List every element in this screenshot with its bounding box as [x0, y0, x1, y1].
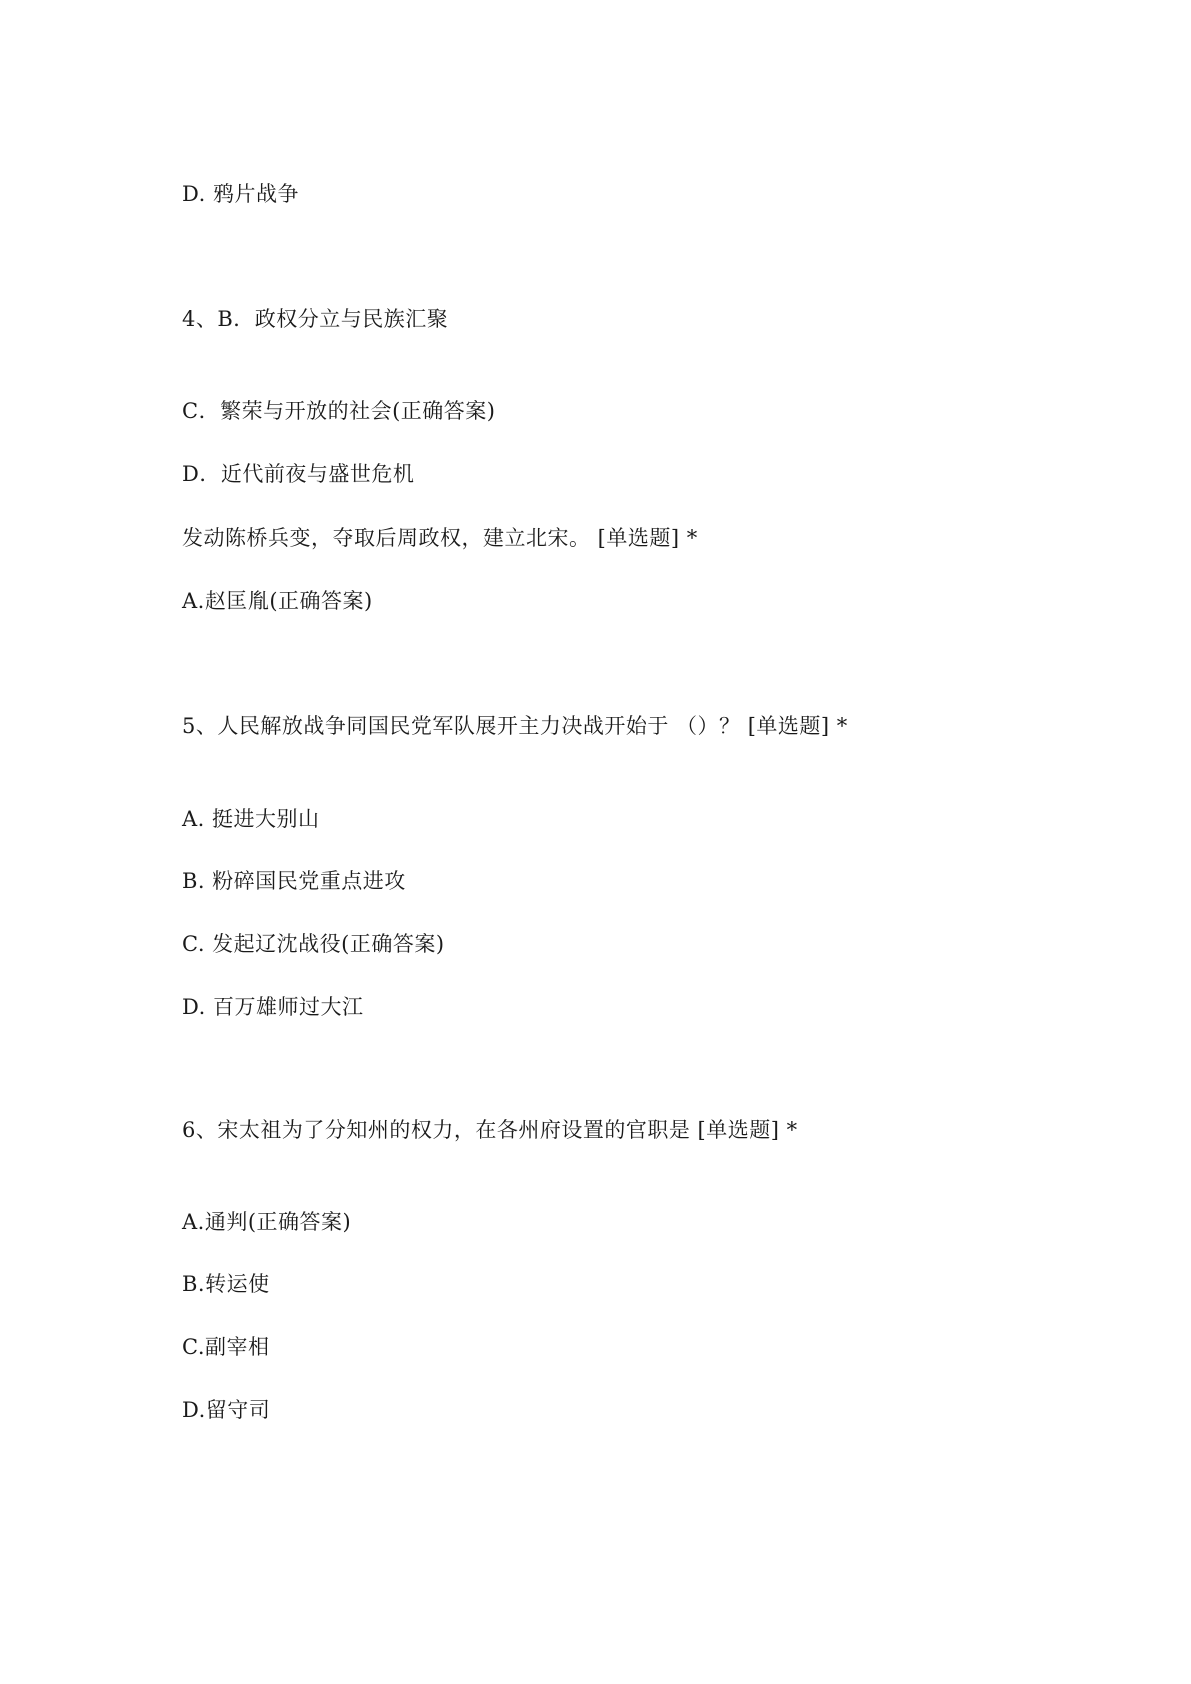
question-6-option-d: D.留守司 [182, 1398, 271, 1422]
question-chenqiao-option-a: A.赵匡胤(正确答案) [182, 589, 373, 613]
option-d-opium-war: D. 鸦片战争 [182, 182, 299, 206]
question-6-option-b: B.转运使 [182, 1272, 270, 1296]
question-4-option-c: C．繁荣与开放的社会(正确答案) [182, 399, 496, 423]
question-5-option-d: D. 百万雄师过大江 [182, 995, 364, 1019]
question-5-option-a: A. 挺进大别山 [182, 807, 320, 831]
question-4-option-b: 4、B．政权分立与民族汇聚 [182, 307, 449, 331]
question-6-option-c: C.副宰相 [182, 1335, 270, 1359]
question-6-title: 6、宋太祖为了分知州的权力，在各州府设置的官职是 [单选题] * [182, 1118, 798, 1142]
question-4-option-d: D．近代前夜与盛世危机 [182, 462, 415, 486]
question-5-title: 5、人民解放战争同国民党军队展开主力决战开始于 （）？ [单选题] * [182, 714, 848, 738]
question-chenqiao-mutiny: 发动陈桥兵变，夺取后周政权，建立北宋。 [单选题] * [182, 526, 698, 550]
question-6-option-a: A.通判(正确答案) [182, 1210, 352, 1234]
question-5-option-b: B. 粉碎国民党重点进攻 [182, 869, 406, 893]
question-5-option-c: C. 发起辽沈战役(正确答案) [182, 932, 445, 956]
